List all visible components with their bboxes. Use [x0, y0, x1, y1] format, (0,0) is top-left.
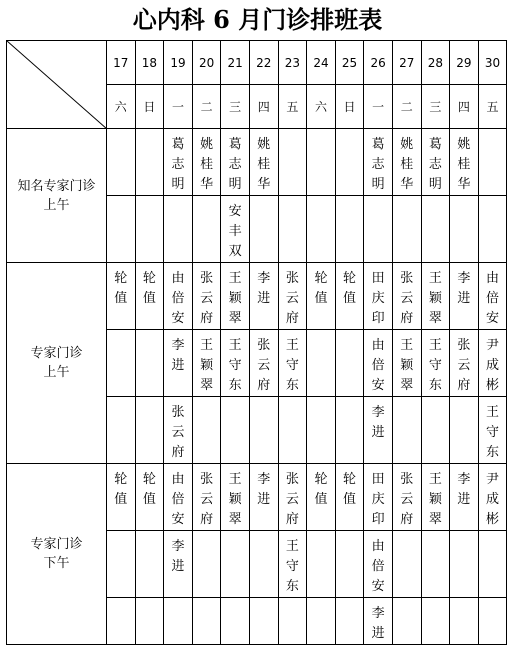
schedule-cell [364, 397, 393, 464]
corner-diagonal-line [7, 41, 107, 129]
doctor-name: 由倍安 [371, 539, 385, 594]
doctor-name: 王守东 [285, 539, 299, 594]
doctor-name: 姚桂华 [257, 137, 271, 192]
schedule-cell [278, 598, 307, 645]
section-label-line: 下午 [43, 556, 70, 571]
schedule-cell [421, 531, 450, 598]
weekday-header: 二 [192, 85, 221, 129]
day-header: 27 [392, 41, 421, 85]
schedule-cell [164, 196, 193, 263]
section-label-line: 上午 [43, 365, 70, 380]
schedule-cell [221, 129, 250, 196]
doctor-name: 田庆印 [371, 472, 385, 527]
schedule-cell [107, 263, 136, 330]
schedule-cell [335, 464, 364, 531]
doctor-name: 李进 [371, 606, 385, 641]
schedule-cell [164, 598, 193, 645]
schedule-cell [107, 464, 136, 531]
schedule-cell [307, 464, 336, 531]
doctor-name: 王颖翠 [228, 472, 242, 527]
schedule-cell [278, 263, 307, 330]
schedule-cell [249, 598, 278, 645]
day-header: 17 [107, 41, 136, 85]
page-title: 心内科 6 月门诊排班表 [132, 5, 383, 34]
schedule-cell [107, 196, 136, 263]
schedule-cell [164, 330, 193, 397]
doctor-name: 轮值 [343, 271, 357, 306]
schedule-cell [421, 129, 450, 196]
schedule-cell [335, 598, 364, 645]
schedule-cell [164, 531, 193, 598]
doctor-name: 安丰双 [228, 204, 242, 259]
schedule-cell [278, 531, 307, 598]
schedule-cell [107, 598, 136, 645]
schedule-cell [307, 397, 336, 464]
schedule-cell [392, 196, 421, 263]
table-row [7, 129, 507, 196]
schedule-cell [478, 598, 507, 645]
table-row [7, 263, 507, 330]
schedule-cell [335, 263, 364, 330]
weekday-header: 四 [249, 85, 278, 129]
schedule-cell [135, 598, 164, 645]
section-label-line: 上午 [43, 197, 70, 213]
doctor-name: 轮值 [314, 472, 328, 507]
schedule-cell [421, 330, 450, 397]
schedule-cell [478, 330, 507, 397]
weekday-header: 六 [307, 85, 336, 129]
schedule-cell [164, 464, 193, 531]
day-header: 19 [164, 41, 193, 85]
schedule-cell [478, 263, 507, 330]
doctor-name: 葛志明 [371, 137, 385, 192]
schedule-cell [249, 129, 278, 196]
doctor-name: 王颖翠 [428, 472, 442, 527]
schedule-cell [192, 531, 221, 598]
schedule-cell [307, 263, 336, 330]
schedule-cell [107, 129, 136, 196]
schedule-cell [421, 397, 450, 464]
schedule-cell [164, 129, 193, 196]
doctor-name: 张云府 [457, 338, 471, 393]
day-header: 29 [450, 41, 479, 85]
section-label [7, 263, 107, 464]
doctor-name: 王守东 [486, 405, 500, 460]
day-header: 25 [335, 41, 364, 85]
schedule-cell [335, 196, 364, 263]
schedule-cell [278, 330, 307, 397]
day-header: 18 [135, 41, 164, 85]
day-header: 26 [364, 41, 393, 85]
schedule-cell [192, 397, 221, 464]
schedule-cell [135, 464, 164, 531]
weekday-header: 日 [135, 85, 164, 129]
section-label [7, 464, 107, 645]
schedule-cell [421, 263, 450, 330]
schedule-cell [450, 330, 479, 397]
doctor-name: 王颖翠 [400, 338, 414, 393]
schedule-cell [364, 129, 393, 196]
schedule-cell [364, 263, 393, 330]
schedule-cell [135, 196, 164, 263]
schedule-cell [478, 531, 507, 598]
doctor-name: 张云府 [285, 271, 299, 326]
schedule-cell [392, 129, 421, 196]
doctor-name: 李进 [457, 271, 471, 306]
schedule-cell [307, 129, 336, 196]
schedule-cell [192, 196, 221, 263]
schedule-cell [450, 129, 479, 196]
doctor-name: 张云府 [285, 472, 299, 527]
day-header: 20 [192, 41, 221, 85]
schedule-cell [307, 330, 336, 397]
schedule-cell [392, 263, 421, 330]
doctor-name: 张云府 [257, 338, 271, 393]
schedule-cell [450, 263, 479, 330]
section-label-line: 知名专家门诊 [17, 178, 96, 194]
schedule-cell [364, 330, 393, 397]
schedule-cell [392, 464, 421, 531]
schedule-cell [107, 531, 136, 598]
schedule-cell [249, 531, 278, 598]
schedule-cell [335, 129, 364, 196]
doctor-name: 王颖翠 [200, 338, 214, 393]
schedule-cell [221, 196, 250, 263]
schedule-cell [335, 330, 364, 397]
doctor-name: 王守东 [285, 338, 299, 393]
doctor-name: 轮值 [142, 472, 156, 507]
schedule-cell [221, 531, 250, 598]
schedule-cell [249, 330, 278, 397]
schedule-cell [450, 397, 479, 464]
weekday-header: 六 [107, 85, 136, 129]
doctor-name: 张云府 [171, 405, 185, 460]
schedule-cell [221, 397, 250, 464]
schedule-cell [107, 397, 136, 464]
schedule-cell [192, 464, 221, 531]
doctor-name: 由倍安 [371, 338, 385, 393]
schedule-cell [107, 330, 136, 397]
doctor-name: 轮值 [314, 271, 328, 306]
schedule-cell [278, 464, 307, 531]
weekday-header: 五 [478, 85, 507, 129]
doctor-name: 尹成彬 [486, 338, 500, 393]
doctor-name: 李进 [171, 539, 185, 574]
weekday-header: 日 [335, 85, 364, 129]
day-header: 30 [478, 41, 507, 85]
schedule-cell [335, 531, 364, 598]
doctor-name: 由倍安 [171, 271, 185, 326]
corner-cell [7, 41, 107, 129]
schedule-cell [221, 598, 250, 645]
doctor-name: 王守东 [228, 338, 242, 393]
schedule-table [6, 40, 507, 645]
schedule-cell [364, 464, 393, 531]
schedule-cell [478, 129, 507, 196]
schedule-cell [421, 598, 450, 645]
weekday-header: 一 [164, 85, 193, 129]
doctor-name: 姚桂华 [400, 137, 414, 192]
doctor-name: 张云府 [400, 271, 414, 326]
schedule-cell [450, 464, 479, 531]
schedule-cell [249, 397, 278, 464]
schedule-cell [450, 598, 479, 645]
doctor-name: 王颖翠 [228, 271, 242, 326]
doctor-name: 由倍安 [486, 271, 500, 326]
schedule-cell [221, 464, 250, 531]
doctor-name: 葛志明 [428, 137, 442, 192]
schedule-cell [278, 397, 307, 464]
schedule-cell [307, 531, 336, 598]
schedule-cell [192, 598, 221, 645]
schedule-cell [364, 598, 393, 645]
schedule-cell [450, 196, 479, 263]
day-header: 22 [249, 41, 278, 85]
doctor-name: 张云府 [400, 472, 414, 527]
schedule-cell [478, 464, 507, 531]
schedule-cell [335, 397, 364, 464]
doctor-name: 李进 [457, 472, 471, 507]
schedule-cell [221, 263, 250, 330]
schedule-cell [392, 531, 421, 598]
section-label-line: 专家门诊 [30, 346, 83, 361]
doctor-name: 由倍安 [171, 472, 185, 527]
schedule-cell [135, 129, 164, 196]
weekday-header: 一 [364, 85, 393, 129]
day-header: 23 [278, 41, 307, 85]
schedule-cell [135, 397, 164, 464]
doctor-name: 李进 [257, 271, 271, 306]
day-header: 28 [421, 41, 450, 85]
doctor-name: 李进 [171, 338, 185, 373]
doctor-name: 张云府 [200, 472, 214, 527]
doctor-name: 姚桂华 [457, 137, 471, 192]
schedule-cell [478, 196, 507, 263]
doctor-name: 张云府 [200, 271, 214, 326]
doctor-name: 轮值 [142, 271, 156, 306]
doctor-name: 王守东 [428, 338, 442, 393]
day-header: 21 [221, 41, 250, 85]
doctor-name: 田庆印 [371, 271, 385, 326]
schedule-cell [364, 196, 393, 263]
schedule-cell [307, 196, 336, 263]
doctor-name: 轮值 [343, 472, 357, 507]
schedule-cell [278, 129, 307, 196]
schedule-cell [392, 598, 421, 645]
weekday-header: 四 [450, 85, 479, 129]
schedule-cell [249, 196, 278, 263]
doctor-name: 李进 [257, 472, 271, 507]
schedule-cell [392, 397, 421, 464]
schedule-cell [392, 330, 421, 397]
weekday-header: 三 [221, 85, 250, 129]
doctor-name: 姚桂华 [200, 137, 214, 192]
schedule-cell [164, 397, 193, 464]
weekday-header: 二 [392, 85, 421, 129]
section-label-line: 专家门诊 [30, 537, 83, 552]
schedule-cell [135, 330, 164, 397]
schedule-cell [421, 464, 450, 531]
schedule-cell [249, 464, 278, 531]
doctor-name: 轮值 [114, 472, 128, 507]
schedule-cell [221, 330, 250, 397]
schedule-cell [478, 397, 507, 464]
weekday-header: 三 [421, 85, 450, 129]
schedule-cell [307, 598, 336, 645]
schedule-cell [164, 263, 193, 330]
schedule-cell [450, 531, 479, 598]
schedule-cell [364, 531, 393, 598]
schedule-cell [135, 263, 164, 330]
doctor-name: 李进 [371, 405, 385, 440]
schedule-cell [249, 263, 278, 330]
doctor-name: 葛志明 [171, 137, 185, 192]
schedule-cell [278, 196, 307, 263]
schedule-cell [192, 263, 221, 330]
schedule-cell [192, 330, 221, 397]
doctor-name: 轮值 [114, 271, 128, 306]
doctor-name: 葛志明 [228, 137, 242, 192]
doctor-name: 王颖翠 [428, 271, 442, 326]
schedule-cell [421, 196, 450, 263]
section-label [7, 129, 107, 263]
schedule-cell [192, 129, 221, 196]
schedule-cell [135, 531, 164, 598]
weekday-header: 五 [278, 85, 307, 129]
table-row [7, 464, 507, 531]
doctor-name: 尹成彬 [486, 472, 500, 527]
day-header: 24 [307, 41, 336, 85]
